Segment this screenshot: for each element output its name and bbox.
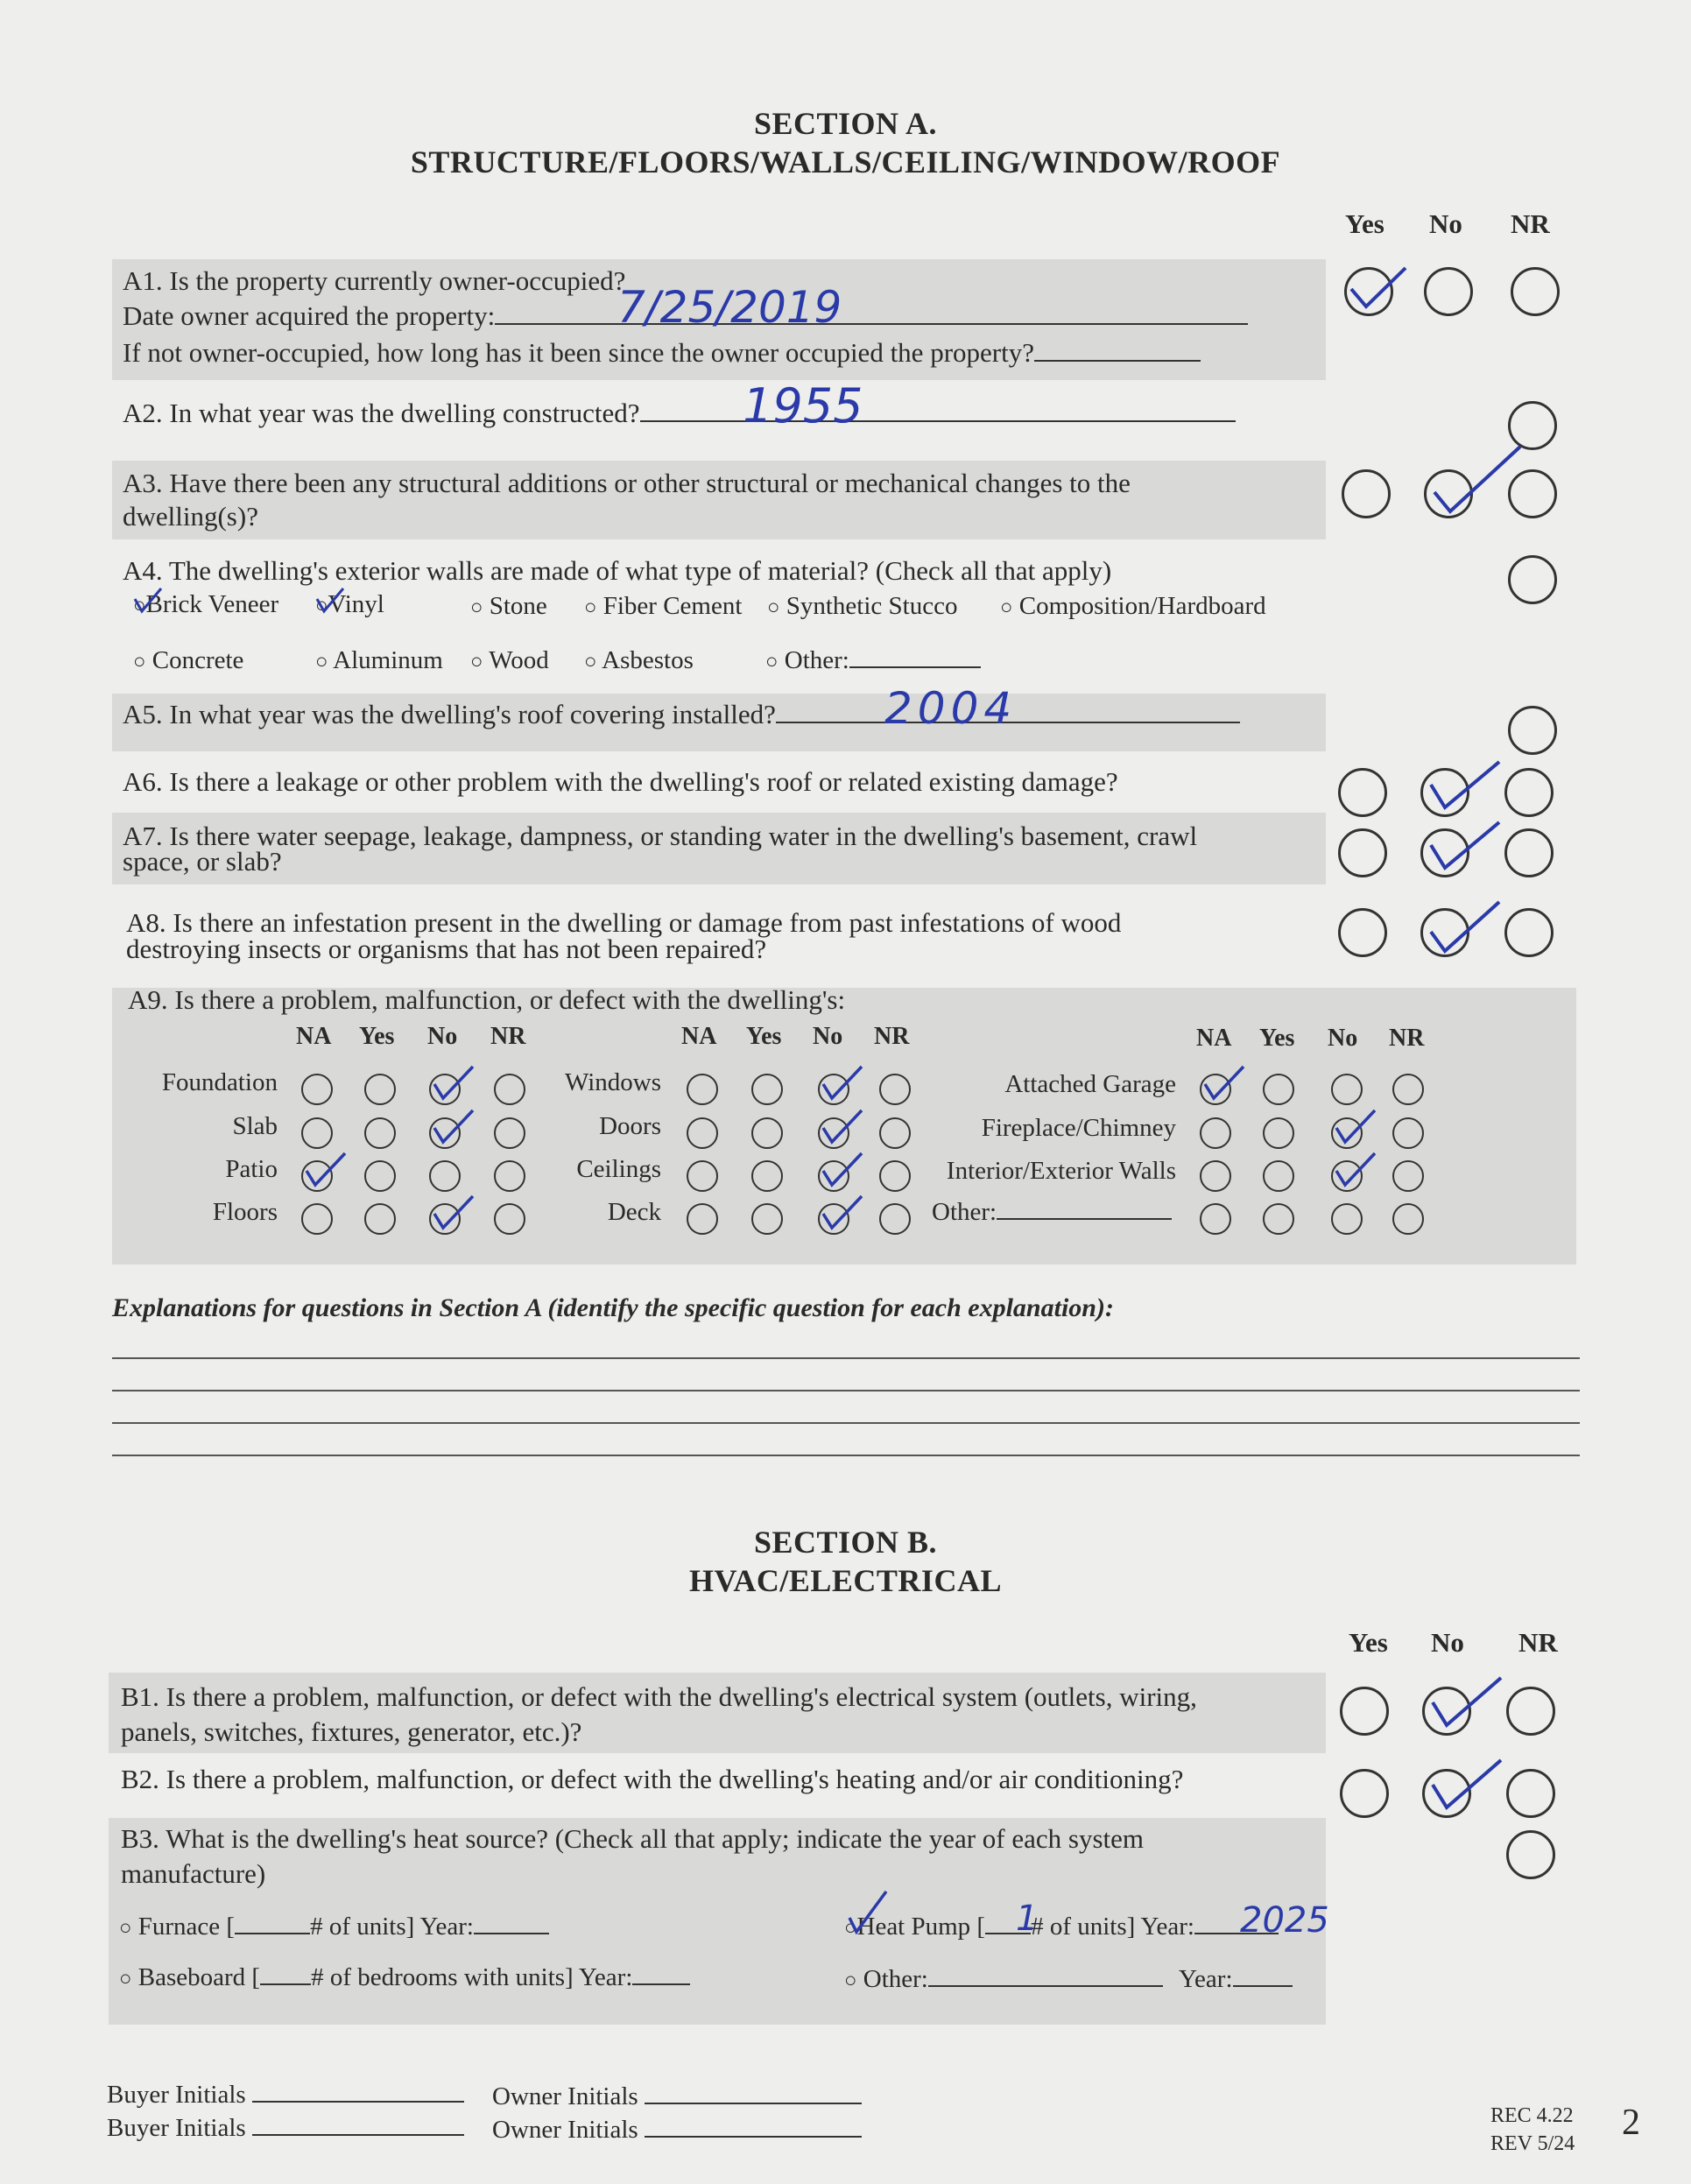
b3-heat-pump-units-value: 1 [1016, 1899, 1039, 1939]
footer-owner-initials-1: Owner Initials [492, 2079, 862, 2114]
explanation-line-1[interactable] [112, 1357, 1580, 1359]
b1-yes-radio[interactable] [1340, 1687, 1389, 1736]
a1-not-occupied-label: If not owner-occupied, how long has it been since the owner occupied the property? [123, 335, 1201, 370]
a9-fireplace-label: Fireplace/Chimney [981, 1114, 1176, 1142]
a9-other-label: Other: [932, 1198, 1172, 1227]
a2-year-value: 1955 [743, 378, 863, 433]
a3-question: A3. Have there been any structural additions or other structural or mechanical changes to the [123, 468, 1131, 498]
a9-g1-na: NA [296, 1023, 332, 1050]
a4-synthetic-stucco[interactable]: ○ Synthetic Stucco [767, 592, 958, 620]
a6-nr-radio[interactable] [1504, 768, 1554, 817]
a4-nr-radio[interactable] [1508, 555, 1557, 604]
a9-g3-yes: Yes [1259, 1025, 1295, 1052]
a9-foundation-label: Foundation [161, 1068, 278, 1096]
a4-concrete[interactable]: ○ Concrete [133, 646, 244, 674]
a9-floors-yes-radio[interactable] [364, 1203, 396, 1235]
a4-fiber-cement[interactable]: ○ Fiber Cement [584, 592, 743, 620]
a3-yes-radio[interactable] [1342, 469, 1391, 518]
a9-garage-yes-radio[interactable] [1263, 1074, 1294, 1105]
a9-doors-nr-radio[interactable] [879, 1117, 911, 1149]
page-number: 2 [1622, 2103, 1640, 2143]
col-no-header: No [1429, 208, 1462, 239]
explanation-line-2[interactable] [112, 1390, 1580, 1391]
section-b-subtitle: HVAC/ELECTRICAL [689, 1563, 1002, 1598]
a7-question: A7. Is there water seepage, leakage, dampness, or standing water in the dwelling's basement, crawl [123, 821, 1198, 851]
a9-doors-no-radio[interactable] [818, 1117, 849, 1149]
a4-aluminum[interactable]: ○ Aluminum [315, 646, 443, 674]
a9-slab-na-radio[interactable] [301, 1117, 333, 1149]
a9-walls-yes-radio[interactable] [1263, 1160, 1294, 1192]
b2-nr-radio[interactable] [1506, 1769, 1555, 1818]
b3-question: B3. What is the dwelling's heat source? (Check all that apply; indicate the year of each system [121, 1823, 1144, 1854]
a7-yes-radio[interactable] [1338, 828, 1387, 877]
b1-question: B1. Is there a problem, malfunction, or defect with the dwelling's electrical system (outlets, wiring, [121, 1681, 1197, 1712]
a9-walls-no-radio[interactable] [1331, 1160, 1363, 1192]
a9-fireplace-na-radio[interactable] [1200, 1117, 1231, 1149]
b-col-yes-header: Yes [1349, 1627, 1388, 1658]
a1-no-radio[interactable] [1424, 267, 1473, 316]
a6-question: A6. Is there a leakage or other problem with the dwelling's roof or related existing damage? [123, 766, 1118, 797]
a9-garage-label: Attached Garage [1004, 1070, 1176, 1098]
section-a-title: SECTION A. [753, 106, 938, 141]
a9-g3-no: No [1328, 1025, 1358, 1052]
a8-yes-radio[interactable] [1338, 908, 1387, 957]
a9-patio-nr-radio[interactable] [494, 1160, 525, 1192]
a9-floors-na-radio[interactable] [301, 1203, 333, 1235]
a5-year-value: 2004 [884, 683, 1018, 734]
a9-ceilings-nr-radio[interactable] [879, 1160, 911, 1192]
a9-deck-no-radio[interactable] [818, 1203, 849, 1235]
a4-question: A4. The dwelling's exterior walls are made of what type of material? (Check all that apply) [123, 555, 1112, 586]
a2-year-line[interactable] [640, 398, 1236, 422]
b2-yes-radio[interactable] [1340, 1769, 1389, 1818]
a7-nr-radio[interactable] [1504, 828, 1554, 877]
a9-foundation-nr-radio[interactable] [494, 1074, 525, 1105]
a9-fireplace-no-radio[interactable] [1331, 1117, 1363, 1149]
footer-buyer-initials-1: Buyer Initials [107, 2077, 464, 2112]
footer-buyer-initials-2: Buyer Initials [107, 2110, 464, 2145]
a9-ceilings-na-radio[interactable] [687, 1160, 718, 1192]
a9-patio-yes-radio[interactable] [364, 1160, 396, 1192]
a9-doors-na-radio[interactable] [687, 1117, 718, 1149]
a9-walls-na-radio[interactable] [1200, 1160, 1231, 1192]
a9-g2-no: No [813, 1023, 843, 1050]
a9-slab-label: Slab [232, 1112, 278, 1140]
a9-fireplace-nr-radio[interactable] [1392, 1117, 1424, 1149]
a9-g1-yes: Yes [359, 1023, 395, 1050]
a5-nr-radio[interactable] [1508, 706, 1557, 755]
a9-deck-nr-radio[interactable] [879, 1203, 911, 1235]
a9-g1-nr: NR [490, 1023, 526, 1050]
a9-floors-label: Floors [212, 1198, 278, 1226]
b2-question: B2. Is there a problem, malfunction, or defect with the dwelling's heating and/or air conditioning? [121, 1764, 1184, 1794]
explanation-line-3[interactable] [112, 1422, 1580, 1424]
b-col-nr-header: NR [1518, 1627, 1558, 1658]
a9-windows-label: Windows [565, 1068, 661, 1096]
a9-doors-label: Doors [599, 1112, 661, 1140]
a9-g1-no: No [427, 1023, 458, 1050]
a-explanations-label: Explanations for questions in Section A (identify the specific question for each explanation): [112, 1293, 1114, 1322]
a9-deck-label: Deck [607, 1198, 661, 1226]
a6-no-radio[interactable] [1420, 768, 1469, 817]
a1-date-line[interactable] [495, 300, 1248, 325]
a1-date-label: Date owner acquired the property: [123, 299, 1248, 334]
a9-ceilings-yes-radio[interactable] [751, 1160, 783, 1192]
a4-other[interactable]: ○ Other: [765, 646, 981, 675]
a9-floors-no-radio[interactable] [429, 1203, 461, 1235]
a4-wood[interactable]: ○ Wood [470, 646, 549, 674]
a9-windows-yes-radio[interactable] [751, 1074, 783, 1105]
b1-no-radio[interactable] [1422, 1687, 1471, 1736]
a9-foundation-no-radio[interactable] [429, 1074, 461, 1105]
a9-g3-na: NA [1196, 1025, 1232, 1052]
a9-windows-no-radio[interactable] [818, 1074, 849, 1105]
b3-heat-pump-year-value: 2025 [1240, 1900, 1329, 1941]
col-yes-header: Yes [1345, 208, 1385, 239]
section-b-title: SECTION B. [753, 1525, 938, 1560]
a9-slab-no-radio[interactable] [429, 1117, 461, 1149]
a8-no-radio[interactable] [1420, 908, 1469, 957]
a9-deck-na-radio[interactable] [687, 1203, 718, 1235]
a9-garage-na-radio[interactable] [1200, 1074, 1231, 1105]
section-a-subtitle: STRUCTURE/FLOORS/WALLS/CEILING/WINDOW/ROOF [410, 144, 1281, 180]
a9-g2-nr: NR [874, 1023, 910, 1050]
a4-vinyl[interactable]: ○Vinyl [315, 590, 384, 618]
a2-nr-radio[interactable] [1508, 401, 1557, 450]
a3-no-radio[interactable] [1424, 469, 1473, 518]
owner-initials-line-2[interactable] [645, 2117, 862, 2138]
col-nr-header: NR [1511, 208, 1550, 239]
a9-slab-yes-radio[interactable] [364, 1117, 396, 1149]
a9-patio-label: Patio [225, 1155, 278, 1183]
b3-heat-pump[interactable]: ○Heat Pump [ # of units] Year: [844, 1913, 1279, 1941]
a1-not-occupied-line[interactable] [1034, 337, 1201, 362]
b3-nr-radio[interactable] [1506, 1830, 1555, 1879]
a1-question: A1. Is the property currently owner-occupied? [123, 265, 626, 296]
b3-question-cont: manufacture) [121, 1858, 266, 1889]
a3-nr-radio[interactable] [1508, 469, 1557, 518]
b2-no-radio[interactable] [1422, 1769, 1471, 1818]
a9-g2-yes: Yes [746, 1023, 782, 1050]
a9-floors-nr-radio[interactable] [494, 1203, 525, 1235]
a7-question-cont: space, or slab? [123, 846, 282, 877]
a1-nr-radio[interactable] [1511, 267, 1560, 316]
a9-foundation-yes-radio[interactable] [364, 1074, 396, 1105]
b1-nr-radio[interactable] [1506, 1687, 1555, 1736]
a9-g3-nr: NR [1389, 1025, 1425, 1052]
a9-patio-no-radio[interactable] [429, 1160, 461, 1192]
a8-question-cont: destroying insects or organisms that has not been repaired? [126, 933, 767, 964]
a9-other-na-radio[interactable] [1200, 1203, 1231, 1235]
footer-rec: REC 4.22 [1490, 2104, 1574, 2127]
footer-owner-initials-2: Owner Initials [492, 2112, 862, 2147]
a9-garage-nr-radio[interactable] [1392, 1074, 1424, 1105]
b-col-no-header: No [1431, 1627, 1464, 1658]
a9-walls-label: Interior/Exterior Walls [946, 1157, 1176, 1185]
a9-patio-na-radio[interactable] [301, 1160, 333, 1192]
a9-garage-no-radio[interactable] [1331, 1074, 1363, 1105]
a1-date-value: 7/25/2019 [617, 282, 842, 333]
a8-nr-radio[interactable] [1504, 908, 1554, 957]
a9-other-no-radio[interactable] [1331, 1203, 1363, 1235]
a5-question: A5. In what year was the dwelling's roof covering installed? [123, 697, 1240, 732]
a9-question: A9. Is there a problem, malfunction, or defect with the dwelling's: [128, 984, 846, 1015]
a9-fireplace-yes-radio[interactable] [1263, 1117, 1294, 1149]
b3-furnace[interactable]: ○ Furnace [ # of units] Year: [119, 1913, 549, 1941]
a9-ceilings-no-radio[interactable] [818, 1160, 849, 1192]
a4-composition[interactable]: ○ Composition/Hardboard [1000, 592, 1266, 620]
a9-foundation-na-radio[interactable] [301, 1074, 333, 1105]
buyer-initials-line-2[interactable] [252, 2115, 464, 2136]
explanation-line-4[interactable] [112, 1455, 1580, 1456]
a9-other-nr-radio[interactable] [1392, 1203, 1424, 1235]
a9-other-yes-radio[interactable] [1263, 1203, 1294, 1235]
a3-question-cont: dwelling(s)? [123, 501, 258, 532]
a1-yes-radio[interactable] [1344, 267, 1393, 316]
a4-stone[interactable]: ○ Stone [470, 592, 547, 620]
buyer-initials-line-1[interactable] [252, 2082, 464, 2103]
a9-windows-nr-radio[interactable] [879, 1074, 911, 1105]
a8-question: A8. Is there an infestation present in the dwelling or damage from past infestations of wood [126, 907, 1122, 938]
a2-question: A2. In what year was the dwelling constructed? [123, 396, 1236, 431]
a9-walls-nr-radio[interactable] [1392, 1160, 1424, 1192]
a7-no-radio[interactable] [1420, 828, 1469, 877]
owner-initials-line-1[interactable] [645, 2083, 862, 2104]
a9-ceilings-label: Ceilings [576, 1155, 661, 1183]
b1-question-cont: panels, switches, fixtures, generator, etc.)? [121, 1716, 582, 1747]
a9-other-line[interactable] [997, 1199, 1172, 1220]
footer-rev: REV 5/24 [1490, 2132, 1575, 2155]
a4-asbestos[interactable]: ○ Asbestos [584, 646, 694, 674]
a6-yes-radio[interactable] [1338, 768, 1387, 817]
a9-doors-yes-radio[interactable] [751, 1117, 783, 1149]
a9-deck-yes-radio[interactable] [751, 1203, 783, 1235]
a9-g2-na: NA [681, 1023, 717, 1050]
b3-baseboard[interactable]: ○ Baseboard [ # of bedrooms with units] Year: [119, 1963, 690, 1992]
b3-other-year[interactable]: Year: [1179, 1965, 1293, 1994]
a4-brick-veneer[interactable]: ○Brick Veneer [133, 590, 279, 618]
b3-other[interactable]: ○ Other: [844, 1965, 1163, 1994]
a9-slab-nr-radio[interactable] [494, 1117, 525, 1149]
a9-windows-na-radio[interactable] [687, 1074, 718, 1105]
